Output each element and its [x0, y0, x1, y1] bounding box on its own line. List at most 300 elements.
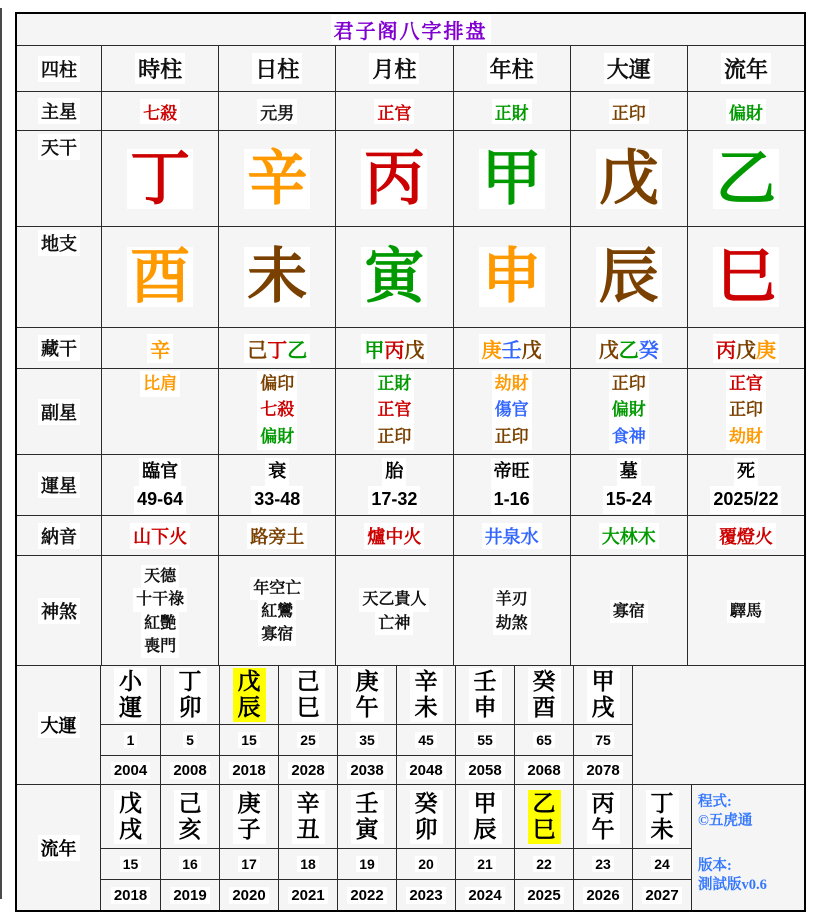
sub-star-stack-2 [374, 369, 414, 450]
program-value: ©五虎通 [698, 812, 753, 829]
sub-star-entry-1-2: 偏財 [257, 424, 297, 450]
heavenly-stem-cell-text-0: 丁 [127, 149, 193, 209]
annual-pillar-cell-4[interactable] [337, 785, 396, 848]
main-star-cell-3 [453, 92, 570, 130]
decade-year-cell-5 [396, 756, 455, 784]
annual-year-1: 2019 [170, 887, 209, 904]
annual-year-3: 2021 [288, 887, 327, 904]
luck-stage-cell-3 [453, 455, 570, 515]
decade-pillar-cell-5[interactable] [396, 666, 455, 724]
shensha-stack-2 [359, 586, 429, 634]
earthly-branch-cell-text-1: 未 [244, 247, 310, 307]
annual-year-6: 2024 [465, 887, 504, 904]
header-label-cell [17, 46, 101, 91]
annual-age-cell-4 [337, 849, 396, 879]
shensha-row [17, 555, 804, 665]
sub-star-stack-4 [609, 369, 649, 450]
header-column-2 [335, 46, 452, 91]
hidden-stem-char-3-2: 戊 [521, 339, 542, 362]
main-star-cell-text-2: 正官 [374, 99, 414, 124]
luck-stage-stack-3 [491, 456, 533, 514]
shensha-cell-1 [218, 556, 335, 665]
nayin-row [17, 515, 804, 555]
header-label: 四柱 [38, 56, 80, 82]
annual-age-4: 19 [356, 856, 378, 872]
decade-pillar-3: 己 巳 [292, 668, 325, 722]
earthly-branch-label-cell [17, 227, 101, 327]
header-column-text-1: 日柱 [252, 53, 302, 84]
annual-pillar-5: 癸 卯 [410, 790, 443, 844]
shensha-label-cell [17, 556, 101, 665]
hidden-stem-char-2-0: 甲 [364, 339, 385, 362]
decade-pillar-cell-0[interactable] [101, 666, 160, 724]
annual-pillar-2: 庚 子 [233, 790, 266, 844]
hidden-stem-char-3-0: 庚 [481, 339, 502, 362]
decade-age-8: 75 [592, 732, 614, 748]
decade-year-cell-1 [160, 756, 219, 784]
main-star-cell-2 [335, 92, 452, 130]
header-column-text-3: 年柱 [487, 53, 537, 84]
luck-stage-name-5: 死 [734, 458, 758, 486]
annual-age-3: 18 [297, 856, 319, 872]
decade-age-cell-4 [337, 725, 396, 755]
shensha-stack-3 [493, 586, 531, 634]
annual-year-cell-1 [160, 880, 219, 910]
annual-year-5: 2023 [406, 887, 445, 904]
decade-age-3: 25 [297, 732, 319, 748]
decade-luck-grid [101, 666, 633, 784]
main-star-cell-text-1: 元男 [257, 99, 297, 124]
shensha-entry-0-2: 紅艷 [141, 612, 179, 635]
luck-stage-range-4: 15-24 [603, 486, 655, 514]
hidden-stem-char-3-1: 壬 [501, 339, 522, 362]
luck-stage-stack-5 [710, 456, 781, 514]
sub-star-entry-3-0: 劫財 [492, 371, 532, 397]
decade-year-row [101, 755, 632, 784]
shensha-cell-4 [570, 556, 687, 665]
annual-age-cell-3 [278, 849, 337, 879]
decade-pillar-0: 小 運 [114, 668, 147, 722]
annual-age-5: 20 [415, 856, 437, 872]
nayin-cell-text-1: 路旁土 [247, 523, 307, 549]
annual-pillar-8: 丙 午 [587, 790, 620, 844]
shensha-entry-5-0: 驛馬 [727, 600, 765, 623]
header-column-text-4: 大運 [604, 53, 654, 84]
main-star-cell-4 [570, 92, 687, 130]
annual-pillar-cell-5[interactable] [396, 785, 455, 848]
luck-stage-name-0: 臨官 [139, 458, 181, 486]
luck-stage-label: 運星 [38, 472, 80, 498]
hidden-stem-group-0 [147, 334, 173, 363]
main-star-cell-text-0: 七殺 [140, 99, 180, 124]
main-star-cell-1 [218, 92, 335, 130]
shensha-entry-1-0: 年空亡 [250, 577, 304, 600]
annual-year-cell-8 [573, 880, 632, 910]
decade-age-4: 35 [356, 732, 378, 748]
hidden-stem-char-4-1: 乙 [618, 339, 639, 362]
heavenly-stem-cell-text-1: 辛 [244, 149, 310, 209]
decade-year-2: 2018 [229, 762, 268, 779]
decade-pillar-row [101, 666, 632, 724]
main-star-row [17, 91, 804, 130]
hidden-stem-char-2-1: 丙 [384, 339, 405, 362]
shensha-entry-3-0: 羊刃 [493, 588, 531, 611]
luck-stage-cell-4 [570, 455, 687, 515]
hidden-stem-cell-1 [218, 328, 335, 368]
decade-year-cell-0 [101, 756, 160, 784]
luck-stage-name-2: 胎 [382, 458, 406, 486]
hidden-stem-group-3 [479, 334, 545, 363]
nayin-cell-1 [218, 516, 335, 555]
title-row [17, 14, 804, 45]
luck-stage-name-3: 帝旺 [491, 458, 533, 486]
annual-year-cell-6 [455, 880, 514, 910]
luck-stage-range-2: 17-32 [368, 486, 420, 514]
earthly-branch-cell-5 [687, 227, 804, 327]
nayin-cell-5 [687, 516, 804, 555]
decade-pillar-cell-4[interactable] [337, 666, 396, 724]
annual-pillar-cell-7[interactable] [514, 785, 573, 848]
annual-pillar-0: 戊 戌 [114, 790, 147, 844]
decade-pillar-cell-1[interactable] [160, 666, 219, 724]
decade-pillar-cell-8[interactable] [573, 666, 632, 724]
luck-stage-name-1: 衰 [265, 458, 289, 486]
hidden-stem-char-1-2: 乙 [287, 339, 308, 362]
header-column-3 [453, 46, 570, 91]
luck-stage-name-4: 墓 [617, 458, 641, 486]
shensha-cell-2 [335, 556, 452, 665]
annual-age-cell-6 [455, 849, 514, 879]
shensha-entry-4-0: 寡宿 [610, 600, 648, 623]
nayin-cell-text-3: 井泉水 [482, 523, 542, 549]
heavenly-stem-row [17, 130, 804, 226]
shensha-stack-1 [250, 575, 304, 647]
app-info-cell [692, 785, 804, 910]
annual-pillar-4: 壬 寅 [351, 790, 384, 844]
header-column-0 [101, 46, 218, 91]
annual-age-2: 17 [238, 856, 260, 872]
luck-stage-cell-0 [101, 455, 218, 515]
main-star-cell-text-3: 正財 [492, 99, 532, 124]
decade-luck-label: 大運 [38, 712, 80, 738]
hidden-stem-group-5 [713, 334, 779, 363]
decade-age-0: 1 [124, 732, 138, 748]
annual-age-7: 22 [533, 856, 555, 872]
luck-stage-cell-2 [335, 455, 452, 515]
decade-age-cell-7 [514, 725, 573, 755]
sub-star-entry-2-0: 正財 [374, 371, 414, 397]
annual-age-cell-0 [101, 849, 160, 879]
earthly-branch-cell-text-5: 巳 [713, 247, 779, 307]
sub-star-row [17, 368, 804, 454]
header-column-5 [687, 46, 804, 91]
earthly-branch-cell-0 [101, 227, 218, 327]
nayin-cell-text-0: 山下火 [130, 523, 190, 549]
shensha-cell-3 [453, 556, 570, 665]
sub-star-stack-0 [140, 369, 180, 397]
hidden-stem-char-5-2: 庚 [755, 339, 776, 362]
sub-star-entry-5-0: 正官 [726, 371, 766, 397]
sub-star-entry-2-2: 正印 [374, 424, 414, 450]
sub-star-entry-2-1: 正官 [374, 397, 414, 423]
annual-pillar-cell-0[interactable] [101, 785, 160, 848]
decade-pillar-cell-2[interactable] [219, 666, 278, 724]
annual-year-8: 2026 [583, 887, 622, 904]
luck-stage-cell-1 [218, 455, 335, 515]
main-star-cell-text-4: 正印 [609, 99, 649, 124]
hidden-stem-cell-2 [335, 328, 452, 368]
earthly-branch-cell-text-0: 酉 [127, 247, 193, 307]
sub-star-entry-1-0: 偏印 [257, 371, 297, 397]
nayin-cell-2 [335, 516, 452, 555]
decade-pillar-cell-7[interactable] [514, 666, 573, 724]
decade-year-cell-2 [219, 756, 278, 784]
annual-year-cell-9 [632, 880, 691, 910]
shensha-entry-1-1: 紅鸞 [258, 600, 296, 623]
annual-pillar-cell-6[interactable] [455, 785, 514, 848]
earthly-branch-cell-text-3: 申 [479, 247, 545, 307]
decade-year-5: 2048 [406, 762, 445, 779]
heavenly-stem-cell-3 [453, 131, 570, 226]
header-column-text-0: 時柱 [135, 53, 185, 84]
decade-pillar-4: 庚 午 [351, 668, 384, 722]
decade-pillar-6: 壬 申 [469, 668, 502, 722]
nayin-label: 納音 [38, 523, 80, 549]
nayin-cell-text-4: 大林木 [599, 523, 659, 549]
bazi-chart-table [15, 12, 806, 912]
luck-stage-stack-4 [603, 456, 655, 514]
sub-star-stack-3 [492, 369, 532, 450]
decade-year-cell-3 [278, 756, 337, 784]
decade-year-cell-6 [455, 756, 514, 784]
main-star-label-cell [17, 92, 101, 130]
heavenly-stem-cell-text-2: 丙 [361, 149, 427, 209]
main-star-cell-5 [687, 92, 804, 130]
annual-age-1: 16 [179, 856, 201, 872]
heavenly-stem-cell-text-5: 乙 [713, 149, 779, 209]
sub-star-entry-3-1: 傷官 [492, 397, 532, 423]
decade-pillar-cell-3[interactable] [278, 666, 337, 724]
earthly-branch-row [17, 226, 804, 327]
annual-pillar-9: 丁 未 [646, 790, 679, 844]
annual-pillar-1: 己 亥 [174, 790, 207, 844]
nayin-cell-text-2: 爐中火 [364, 523, 424, 549]
decade-year-3: 2028 [288, 762, 327, 779]
window-edge-line [0, 8, 2, 899]
hidden-stem-char-4-0: 戊 [598, 339, 619, 362]
decade-age-1: 5 [183, 732, 197, 748]
earthly-branch-cell-4 [570, 227, 687, 327]
annual-age-cell-1 [160, 849, 219, 879]
sub-star-entry-4-2: 食神 [609, 424, 649, 450]
annual-year-cell-0 [101, 880, 160, 910]
heavenly-stem-cell-0 [101, 131, 218, 226]
hidden-stem-group-2 [361, 334, 427, 363]
hidden-stem-char-0-0: 辛 [150, 339, 171, 362]
hidden-stem-cell-0 [101, 328, 218, 368]
decade-age-cell-1 [160, 725, 219, 755]
decade-age-cell-0 [101, 725, 160, 755]
hidden-stem-label-cell [17, 328, 101, 368]
shensha-stack-5 [727, 598, 765, 623]
annual-pillar-6: 甲 辰 [469, 790, 502, 844]
sub-star-entry-3-2: 正印 [492, 424, 532, 450]
heavenly-stem-cell-2 [335, 131, 452, 226]
nayin-cell-text-5: 覆燈火 [716, 523, 776, 549]
decade-year-0: 2004 [111, 762, 150, 779]
decade-age-cell-2 [219, 725, 278, 755]
sub-star-entry-4-1: 偏財 [609, 397, 649, 423]
hidden-stem-group-1 [244, 334, 310, 363]
annual-year-4: 2022 [347, 887, 386, 904]
annual-pillar-cell-9[interactable] [632, 785, 691, 848]
hidden-stem-cell-3 [453, 328, 570, 368]
header-row [17, 45, 804, 91]
annual-pillar-cell-1[interactable] [160, 785, 219, 848]
sub-star-cell-5 [687, 369, 804, 454]
sub-star-cell-0 [101, 369, 218, 454]
annual-luck-grid [101, 785, 692, 910]
decade-pillar-7: 癸 酉 [528, 668, 561, 722]
luck-stage-range-1: 33-48 [251, 486, 303, 514]
hidden-stem-cell-4 [570, 328, 687, 368]
decade-year-7: 2068 [524, 762, 563, 779]
luck-stage-stack-1 [251, 456, 303, 514]
annual-pillar-3: 辛 丑 [292, 790, 325, 844]
decade-year-1: 2008 [170, 762, 209, 779]
sub-star-entry-0-0: 比肩 [140, 371, 180, 397]
luck-stage-stack-0 [134, 456, 186, 514]
hidden-stem-char-1-1: 丁 [267, 339, 288, 362]
decade-luck-label-cell [17, 666, 101, 784]
sub-star-label: 副星 [38, 399, 80, 425]
luck-stage-range-3: 1-16 [491, 486, 533, 514]
decade-year-cell-7 [514, 756, 573, 784]
heavenly-stem-label: 天干 [38, 134, 80, 160]
sub-star-entry-5-2: 劫財 [726, 424, 766, 450]
heavenly-stem-cell-text-3: 甲 [479, 149, 545, 209]
shensha-entry-2-0: 天乙貴人 [359, 588, 429, 611]
header-column-text-5: 流年 [721, 53, 771, 84]
main-star-cell-0 [101, 92, 218, 130]
annual-pillar-cell-2[interactable] [219, 785, 278, 848]
decade-age-cell-8 [573, 725, 632, 755]
luck-stage-stack-2 [368, 456, 420, 514]
shensha-stack-0 [133, 563, 187, 658]
shensha-entry-0-0: 天德 [141, 565, 179, 588]
decade-age-cell-6 [455, 725, 514, 755]
header-column-text-2: 月柱 [369, 53, 419, 84]
header-column-1 [218, 46, 335, 91]
annual-year-2: 2020 [229, 887, 268, 904]
luck-stage-range-0: 49-64 [134, 486, 186, 514]
decade-year-cell-8 [573, 756, 632, 784]
annual-pillar-cell-8[interactable] [573, 785, 632, 848]
luck-stage-row [17, 454, 804, 515]
annual-pillar-cell-3[interactable] [278, 785, 337, 848]
hidden-stem-char-4-2: 癸 [638, 339, 659, 362]
annual-age-0: 15 [120, 856, 142, 872]
decade-year-6: 2058 [465, 762, 504, 779]
annual-pillar-row [101, 785, 691, 848]
sub-star-cell-3 [453, 369, 570, 454]
annual-luck-section [17, 784, 804, 910]
decade-pillar-2: 戊 辰 [233, 668, 266, 722]
shensha-entry-0-3: 喪門 [141, 635, 179, 658]
hidden-stem-char-2-2: 戊 [404, 339, 425, 362]
decade-year-cell-4 [337, 756, 396, 784]
annual-age-cell-7 [514, 849, 573, 879]
annual-age-6: 21 [474, 856, 496, 872]
decade-age-cell-5 [396, 725, 455, 755]
shensha-entry-3-1: 劫煞 [493, 612, 531, 635]
program-label: 程式: [698, 794, 732, 810]
luck-stage-range-5: 2025/22 [710, 486, 781, 514]
decade-age-5: 45 [415, 732, 437, 748]
sub-star-stack-1 [257, 369, 297, 450]
hidden-stem-row [17, 327, 804, 368]
decade-luck-filler [633, 666, 804, 784]
version-value: 測試版v0.6 [698, 876, 767, 893]
chart-title: 君子阁八字排盘 [331, 15, 491, 44]
annual-age-cell-9 [632, 849, 691, 879]
heavenly-stem-label-cell [17, 131, 101, 226]
decade-age-row [101, 724, 632, 755]
annual-year-cell-4 [337, 880, 396, 910]
hidden-stem-cell-5 [687, 328, 804, 368]
decade-pillar-cell-6[interactable] [455, 666, 514, 724]
shensha-label: 神煞 [38, 598, 80, 624]
earthly-branch-cell-2 [335, 227, 452, 327]
sub-star-entry-4-0: 正印 [609, 371, 649, 397]
annual-year-9: 2027 [642, 887, 681, 904]
annual-luck-label: 流年 [38, 835, 80, 861]
hidden-stem-label: 藏干 [38, 335, 80, 361]
annual-year-row [101, 879, 691, 910]
nayin-cell-3 [453, 516, 570, 555]
nayin-cell-4 [570, 516, 687, 555]
heavenly-stem-cell-text-4: 戊 [596, 149, 662, 209]
earthly-branch-cell-text-4: 辰 [596, 247, 662, 307]
decade-age-cell-3 [278, 725, 337, 755]
decade-pillar-8: 甲 戌 [587, 668, 620, 722]
decade-year-4: 2038 [347, 762, 386, 779]
version-label: 版本: [698, 857, 732, 874]
earthly-branch-cell-text-2: 寅 [361, 247, 427, 307]
shensha-entry-2-1: 亡神 [375, 612, 413, 635]
heavenly-stem-cell-5 [687, 131, 804, 226]
earthly-branch-cell-1 [218, 227, 335, 327]
annual-year-7: 2025 [524, 887, 563, 904]
header-column-4 [570, 46, 687, 91]
main-star-cell-text-5: 偏財 [726, 99, 766, 124]
shensha-entry-1-2: 寡宿 [258, 623, 296, 646]
earthly-branch-cell-3 [453, 227, 570, 327]
shensha-stack-4 [610, 598, 648, 623]
shensha-entry-0-1: 十干祿 [133, 588, 187, 611]
annual-luck-label-cell [17, 785, 101, 910]
shensha-cell-0 [101, 556, 218, 665]
sub-star-cell-2 [335, 369, 452, 454]
annual-year-cell-2 [219, 880, 278, 910]
decade-age-7: 65 [533, 732, 555, 748]
annual-age-row [101, 848, 691, 879]
hidden-stem-group-4 [596, 334, 662, 363]
luck-stage-label-cell [17, 455, 101, 515]
annual-age-cell-8 [573, 849, 632, 879]
annual-year-cell-7 [514, 880, 573, 910]
nayin-cell-0 [101, 516, 218, 555]
